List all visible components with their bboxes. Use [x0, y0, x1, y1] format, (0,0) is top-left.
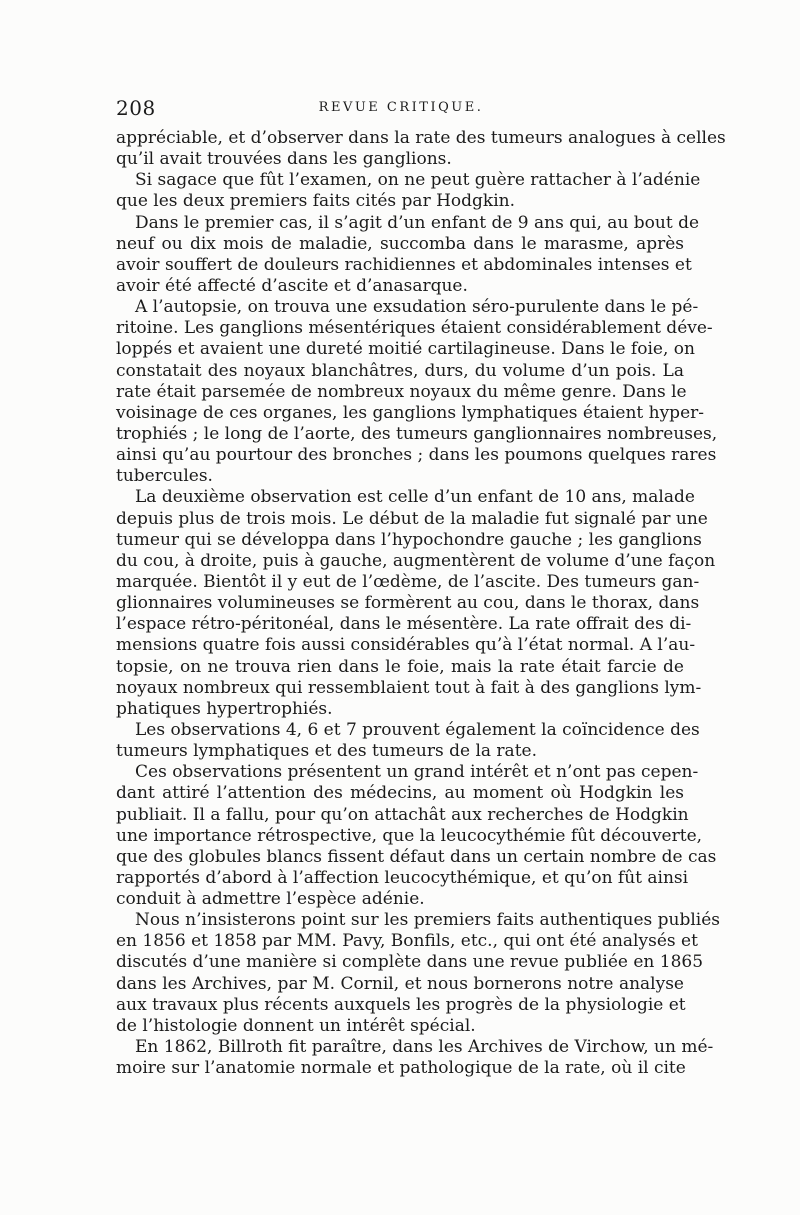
text-line: voisinage de ces organes, les ganglions lymphatiques étaient hyper-: [116, 402, 704, 423]
page-header: [116, 96, 686, 126]
text-line: noyaux nombreux qui ressemblaient tout à fait à des ganglions lym-: [116, 677, 702, 698]
text-line: trophiés ; le long de l’aorte, des tumeurs ganglionnaires nombreuses,: [116, 423, 718, 444]
text-line: conduit à admettre l’espèce adénie.: [116, 889, 425, 910]
text-line: ainsi qu’au pourtour des bronches ; dans les poumons quelques rares: [116, 445, 717, 466]
text-line: discutés d’une manière si complète dans une revue publiée en 1865: [116, 952, 704, 973]
text-line: marquée. Bientôt il y eut de l’œdème, de l’ascite. Des tumeurs gan-: [116, 571, 700, 592]
page-number: 208: [116, 96, 156, 120]
text-line: Nous n’insisterons point sur les premiers faits authentiques publiés: [135, 910, 721, 931]
text-line: En 1862, Billroth fit paraître, dans les Archives de Virchow, un mé-: [135, 1037, 714, 1058]
text-line: que les deux premiers faits cités par Hodgkin.: [116, 191, 516, 212]
text-line: l’espace rétro-péritonéal, dans le mésentère. La rate offrait des di-: [116, 614, 692, 635]
text-line: ritoine. Les ganglions mésentériques étaient considérablement déve-: [116, 318, 713, 339]
body-text: [116, 128, 726, 1079]
text-line: La deuxième observation est celle d’un enfant de 10 ans, malade: [135, 487, 695, 508]
text-line: dans les Archives, par M. Cornil, et nous bornerons notre analyse: [116, 973, 684, 994]
text-line: du cou, à droite, puis à gauche, augmentèrent de volume d’une façon: [116, 550, 716, 571]
text-line: dant attiré l’attention des médecins, au moment où Hodgkin les: [116, 783, 684, 804]
text-line: tumeur qui se développa dans l’hypochondre gauche ; les ganglions: [116, 529, 702, 550]
text-line: neuf ou dix mois de maladie, succomba dans le marasme, après: [116, 233, 684, 254]
text-line: A l’autopsie, on trouva une exsudation séro-purulente dans le pé-: [135, 297, 699, 318]
text-line: de l’histologie donnent un intérêt spécial.: [116, 1015, 476, 1036]
text-line: en 1856 et 1858 par MM. Pavy, Bonfils, etc., qui ont été analysés et: [116, 931, 698, 952]
text-line: avoir été affecté d’ascite et d’anasarque.: [116, 275, 468, 296]
text-line: rapportés d’abord à l’affection leucocythémique, et qu’on fût ainsi: [116, 867, 689, 888]
text-line: tubercules.: [116, 466, 213, 487]
text-line: Si sagace que fût l’examen, on ne peut guère rattacher à l’adénie: [135, 170, 701, 191]
text-line: Ces observations présentent un grand intérêt et n’ont pas cepen-: [135, 762, 699, 783]
text-line: avoir souffert de douleurs rachidiennes et abdominales intenses et: [116, 254, 692, 275]
text-line: que des globules blancs fissent défaut dans un certain nombre de cas: [116, 846, 717, 867]
text-line: une importance rétrospective, que la leucocythémie fût découverte,: [116, 825, 703, 846]
text-line: aux travaux plus récents auxquels les progrès de la physiologie et: [116, 994, 686, 1015]
text-line: tumeurs lymphatiques et des tumeurs de la rate.: [116, 741, 537, 762]
text-line: phatiques hypertrophiés.: [116, 698, 333, 719]
text-line: topsie, on ne trouva rien dans le foie, mais la rate était farcie de: [116, 656, 684, 677]
text-line: Les observations 4, 6 et 7 prouvent également la coïncidence des: [135, 719, 700, 740]
text-line: constatait des noyaux blanchâtres, durs, du volume d’un pois. La: [116, 360, 684, 381]
text-line: Dans le premier cas, il s’agit d’un enfant de 9 ans qui, au bout de: [135, 212, 700, 233]
running-title: REVUE CRITIQUE.: [318, 100, 484, 115]
text-line: moire sur l’anatomie normale et pathologique de la rate, où il cite: [116, 1058, 686, 1079]
text-line: glionnaires volumineuses se formèrent au cou, dans le thorax, dans: [116, 593, 700, 614]
text-line: depuis plus de trois mois. Le début de la maladie fut signalé par une: [116, 508, 708, 529]
text-line: mensions quatre fois aussi considérables qu’à l’état normal. A l’au-: [116, 635, 696, 656]
text-line: appréciable, et d’observer dans la rate des tumeurs analogues à celles: [116, 128, 726, 148]
text-line: rate était parsemée de nombreux noyaux du même genre. Dans le: [116, 381, 687, 402]
text-line: qu’il avait trouvées dans les ganglions.: [116, 149, 452, 170]
text-line: loppés et avaient une dureté moitié cartilagineuse. Dans le foie, on: [116, 339, 695, 360]
text-line: publiait. Il a fallu, pour qu’on attachât aux recherches de Hodgkin: [116, 804, 689, 825]
